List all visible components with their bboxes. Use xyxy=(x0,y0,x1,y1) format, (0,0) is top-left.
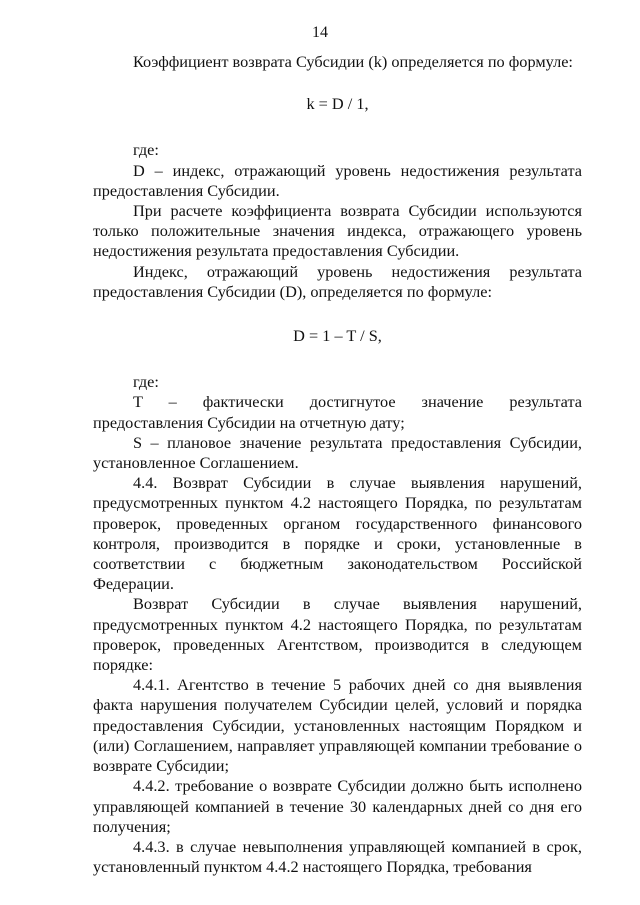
paragraph-definition-t: T – фактически достигнутое значение результата предоставления Субсидии на отчетную дату; xyxy=(93,392,582,432)
page-number: 14 xyxy=(312,24,328,41)
paragraph-definition-s: S – плановое значение результата предоставления Субсидии, установленное Соглашением. xyxy=(93,432,582,473)
paragraph-clause-4-4-1: 4.4.1. Агентство в течение 5 рабочих дней со дня выявления факта нарушения получателем Субсидии целей, условий и порядка предоставления Субсидии, установленных настоящим Порядком и (или) Соглашением, направляет управляющей компании требование о возврате Субсидии; xyxy=(93,675,582,776)
paragraph-return-procedure: Возврат Субсидии в случае выявления нарушений, предусмотренных пунктом 4.2 настоящего Порядка, по результатам проверок, проведенных Агентством, производится в следующем порядке: xyxy=(93,594,582,675)
paragraph-index-d-intro: Индекс, отражающий уровень недостижения результата предоставления Субсидии (D), определяется по формуле: xyxy=(93,261,582,301)
formula-d: D = 1 – T / S, xyxy=(293,326,382,346)
paragraph-where-1: где: xyxy=(133,140,159,160)
paragraph-clause-4-4: 4.4. Возврат Субсидии в случае выявления нарушений, предусмотренных пунктом 4.2 настоящего Порядка, по результатам проверок, проведенных органом государственного финансового контроля, производится в порядке и сроки, установленные в соответствии с бюджетным законодательством Российской Федерации. xyxy=(93,473,582,594)
paragraph-where-2: где: xyxy=(133,372,159,392)
paragraph-definition-d: D – индекс, отражающий уровень недостижения результата предоставления Субсидии. xyxy=(93,160,582,200)
paragraph-clause-4-4-2: 4.4.2. требование о возврате Субсидии должно быть исполнено управляющей компанией в течение 30 календарных дней со дня его получения; xyxy=(93,776,582,836)
paragraph-coefficient-intro: Коэффициент возврата Субсидии (k) определяется по формуле: xyxy=(133,52,573,71)
document-body xyxy=(93,52,582,877)
paragraph-positive-values: При расчете коэффициента возврата Субсидии используются только положительные значения индекса, отражающего уровень недостижения результата предоставления Субсидии. xyxy=(93,201,582,261)
formula-k: k = D / 1, xyxy=(306,94,369,114)
paragraph-clause-4-4-3: 4.4.3. в случае невыполнения управляющей компанией в срок, установленный пунктом 4.4.2 настоящего Порядка, требования xyxy=(93,836,582,877)
